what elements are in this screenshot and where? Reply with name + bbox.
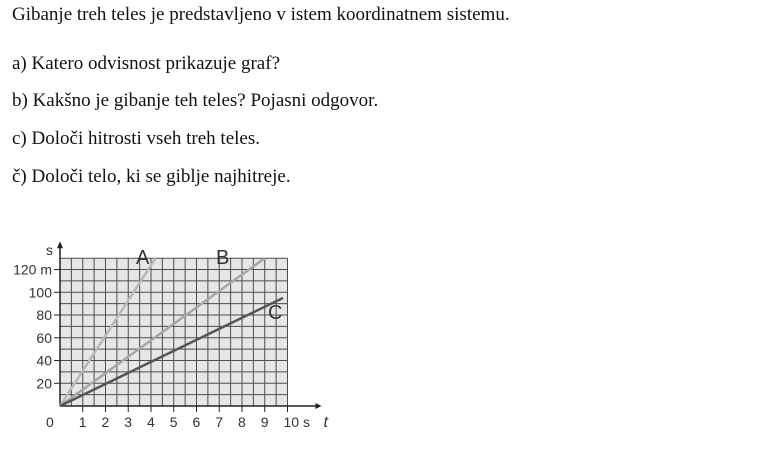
chart-svg <box>0 215 360 455</box>
y-tick-label: 100 <box>28 284 52 301</box>
x-tick-label: 5 <box>169 414 178 430</box>
x-tick-label: 3 <box>124 414 133 430</box>
question-cc: č) Določi telo, ki se giblje najhitreje. <box>12 166 291 187</box>
x-tick-label: 6 <box>192 414 201 430</box>
y-tick-label: 120 m <box>13 261 52 278</box>
series-label-a: A <box>136 247 150 269</box>
series-label-b: B <box>216 247 230 269</box>
y-tick-label: 20 <box>36 375 52 392</box>
question-b: b) Kakšno je gibanje teh teles? Pojasni odgovor. <box>12 90 379 111</box>
series-label-c: C <box>268 302 283 324</box>
y-axis-arrow-icon <box>57 241 63 248</box>
y-tick-label: 40 <box>36 352 52 369</box>
x-tick-label: 10 s <box>283 414 310 430</box>
y-tick-label: 80 <box>36 307 52 324</box>
x-tick-label: 8 <box>238 414 246 430</box>
y-axis-title: s <box>46 242 53 259</box>
origin-label: 0 <box>46 414 54 430</box>
question-c: c) Določi hitrosti vseh treh teles. <box>12 128 260 149</box>
x-axis-arrow-icon <box>316 403 322 409</box>
x-tick-label: 4 <box>147 414 155 430</box>
question-a: a) Katero odvisnost prikazuje graf? <box>12 53 281 74</box>
x-tick-label: 1 <box>78 414 87 430</box>
x-tick-label: 9 <box>260 414 269 430</box>
problem-intro: Gibanje treh teles je predstavljeno v istem koordinatnem sistemu. <box>12 4 510 25</box>
distance-time-graph <box>0 215 360 455</box>
x-tick-label: 7 <box>215 414 224 430</box>
y-tick-label: 60 <box>36 329 52 346</box>
x-tick-label: 2 <box>101 414 110 430</box>
x-axis-title: t <box>323 414 328 431</box>
